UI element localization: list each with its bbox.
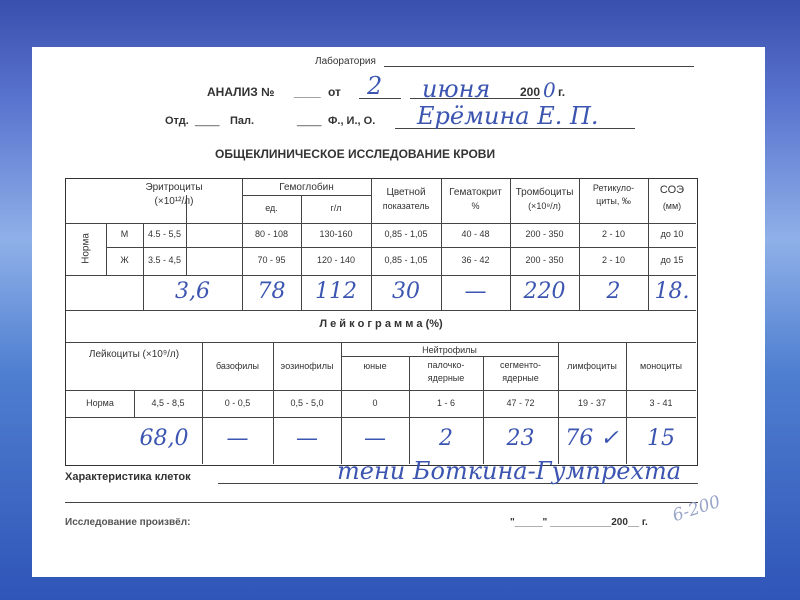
patient-hgb-ed: 78 bbox=[257, 279, 286, 304]
female-row-hgb-ed: 70 - 95 bbox=[257, 255, 286, 265]
dept-blank: ____ bbox=[195, 115, 220, 127]
patient-seg: 23 bbox=[506, 426, 535, 451]
ret-header-1: Ретикуло- bbox=[592, 183, 635, 193]
hgb-subheader-line bbox=[242, 195, 371, 196]
leukogram-title: Л е й к о г р а м м а (%) bbox=[319, 318, 443, 330]
male-row-plt: 200 - 350 bbox=[525, 229, 564, 239]
female-row-esr: до 15 bbox=[660, 255, 684, 265]
female-row-rbc: 3.5 - 4,5 bbox=[147, 255, 182, 265]
leuko-norm-mono: 3 - 41 bbox=[649, 398, 673, 408]
patient-eos: — bbox=[296, 426, 318, 451]
male-row-sex: М bbox=[120, 229, 129, 239]
hct-header: Гематокрит bbox=[449, 187, 502, 198]
row-divider bbox=[341, 356, 558, 357]
fio-label: Ф., И., О. bbox=[328, 115, 376, 127]
patient-mono: 15 bbox=[647, 426, 675, 451]
form-title: ОБЩЕКЛИНИЧЕСКОЕ ИССЛЕДОВАНИЕ КРОВИ bbox=[215, 147, 496, 161]
female-row-hgb-gl: 120 - 140 bbox=[316, 255, 356, 265]
esr-header: СОЭ bbox=[659, 184, 685, 196]
mono-header: моноциты bbox=[640, 361, 682, 371]
eos-header: эозинофилы bbox=[280, 361, 334, 371]
lab-form-sheet bbox=[32, 47, 765, 577]
female-row-ci: 0,85 - 1,05 bbox=[384, 255, 428, 265]
blood-test-table bbox=[65, 178, 698, 466]
patient-lymph: 76 ✓ bbox=[565, 426, 619, 451]
ret-header-2: циты, ‰ bbox=[596, 196, 631, 206]
hgb-gl: г/л bbox=[330, 203, 342, 213]
patient-plt: 220 bbox=[523, 279, 566, 304]
col-divider bbox=[186, 195, 187, 275]
rbc-unit: (×10¹²/л) bbox=[154, 196, 194, 207]
fio-value: Ерёмина Е. П. bbox=[417, 102, 599, 130]
lab-line bbox=[384, 66, 694, 67]
seg-header-1: сегменто- bbox=[500, 360, 541, 370]
patient-esr: 18. bbox=[654, 279, 690, 304]
analysis-number-blank: ____ bbox=[294, 85, 321, 99]
patient-wbc: 68,0 bbox=[139, 426, 189, 451]
male-row-ret: 2 - 10 bbox=[601, 229, 625, 239]
male-row-esr: до 10 bbox=[660, 229, 684, 239]
leuko-norm-wbc: 4,5 - 8,5 bbox=[151, 398, 185, 408]
row-divider bbox=[66, 342, 696, 343]
hgb-header: Гемоглобин bbox=[279, 182, 334, 193]
cells-label: Характеристика клеток bbox=[65, 471, 191, 483]
leuko-norm-baso: 0 - 0,5 bbox=[224, 398, 251, 408]
plt-header: Тромбоциты bbox=[515, 187, 574, 198]
female-row-ret: 2 - 10 bbox=[601, 255, 625, 265]
dept-label: Отд. bbox=[165, 115, 189, 127]
patient-hgb-gl: 112 bbox=[315, 279, 357, 304]
neut-header: Нейтрофилы bbox=[422, 345, 477, 355]
patient-ret: 2 bbox=[606, 279, 621, 304]
row-divider bbox=[106, 247, 696, 248]
date-year-prefix: 200 bbox=[520, 85, 541, 99]
fio-blank: ____ bbox=[297, 115, 322, 127]
patient-hct: — bbox=[464, 279, 487, 304]
male-row-ci: 0,85 - 1,05 bbox=[384, 229, 428, 239]
ward-label: Пал. bbox=[230, 115, 255, 127]
norm-vertical-label: Норма bbox=[80, 233, 92, 264]
band-header-1: палочко- bbox=[427, 360, 465, 370]
row-divider bbox=[66, 275, 696, 276]
lab-label: Лаборатория bbox=[315, 56, 376, 67]
lymph-header: лимфоциты bbox=[567, 361, 617, 371]
hgb-ed: ед. bbox=[265, 203, 278, 213]
male-row-hct: 40 - 48 bbox=[461, 229, 490, 239]
cells-value: тени Боткина-Гумпрехта bbox=[337, 457, 682, 485]
wbc-header: Лейкоциты (×10⁹/л) bbox=[88, 349, 180, 360]
plt-unit: (×10⁹/л) bbox=[528, 201, 561, 211]
hct-unit: % bbox=[471, 201, 480, 211]
leuko-norm-eos: 0,5 - 5,0 bbox=[290, 398, 324, 408]
female-row-hct: 36 - 42 bbox=[461, 255, 490, 265]
performed-label: Исследование произвёл: bbox=[65, 517, 191, 528]
female-row-sex: Ж bbox=[120, 255, 129, 265]
row-divider bbox=[66, 223, 696, 224]
date-month: июня bbox=[422, 75, 491, 103]
analysis-from: от bbox=[328, 85, 341, 99]
date-day: 2 bbox=[367, 72, 383, 100]
female-row-plt: 200 - 350 bbox=[525, 255, 564, 265]
patient-band: 2 bbox=[439, 426, 453, 451]
row-divider bbox=[66, 390, 696, 391]
analysis-prefix: АНАЛИЗ № bbox=[207, 85, 275, 99]
patient-rbc: 3,6 bbox=[175, 279, 210, 304]
date-g: г. bbox=[558, 85, 566, 99]
leuko-norm-lymph: 19 - 37 bbox=[577, 398, 607, 408]
patient-baso: — bbox=[226, 426, 249, 451]
young-header: юные bbox=[363, 361, 387, 371]
baso-header: базофилы bbox=[215, 361, 260, 371]
patient-young: — bbox=[364, 426, 386, 451]
male-row-hgb-gl: 130-160 bbox=[319, 229, 353, 239]
ci-header-1: Цветной bbox=[386, 187, 426, 198]
sign-date: "_____" ___________200__ г. bbox=[510, 517, 648, 528]
cells-line-2 bbox=[65, 502, 698, 503]
leuko-norm-young: 0 bbox=[372, 398, 378, 408]
rbc-header: Эритроциты bbox=[145, 182, 203, 193]
margin-note: 6-200 bbox=[670, 491, 723, 527]
row-divider bbox=[66, 310, 696, 311]
esr-unit: (мм) bbox=[662, 201, 682, 211]
ci-header-2: показатель bbox=[382, 201, 430, 211]
male-row-rbc: 4.5 - 5,5 bbox=[147, 229, 182, 239]
male-row-hgb-ed: 80 - 108 bbox=[254, 229, 289, 239]
leuko-norm-seg: 47 - 72 bbox=[506, 398, 535, 408]
leuko-norm-band: 1 - 6 bbox=[436, 398, 455, 408]
date-year-suffix: 0 bbox=[543, 78, 556, 102]
patient-ci: 30 bbox=[392, 279, 420, 304]
band-header-2: ядерные bbox=[427, 373, 465, 383]
row-divider bbox=[66, 417, 696, 418]
seg-header-2: ядерные bbox=[502, 373, 539, 383]
leuko-norm-label: Норма bbox=[86, 398, 114, 408]
